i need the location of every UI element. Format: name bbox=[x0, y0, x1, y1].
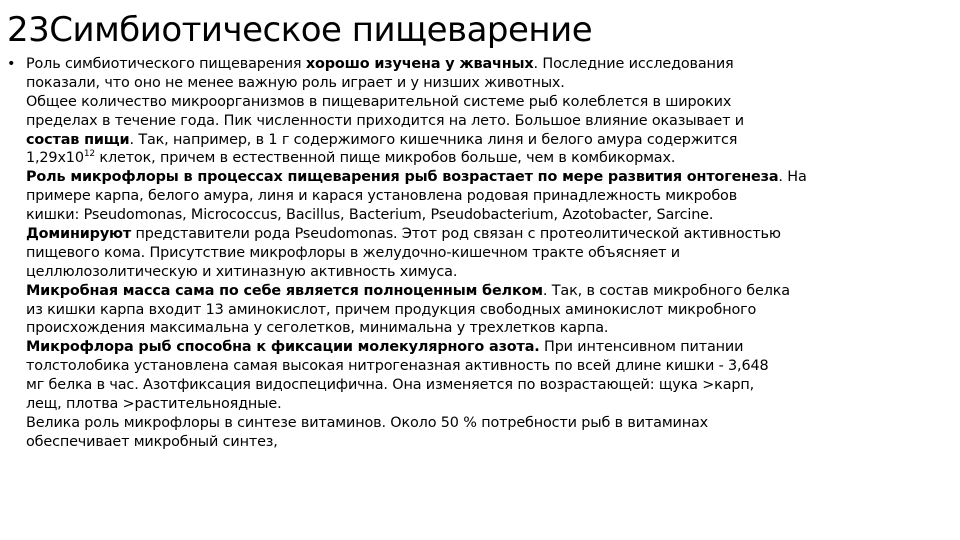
text-run: происхождения максимальна у сеголетков, минимальна у трехлетков карпа. bbox=[26, 320, 609, 337]
text-run: целлюлозолитическую и хитиназную активность химуса. bbox=[26, 263, 458, 280]
text-run: показали, что оно не менее важную роль играет и у низших животных. bbox=[26, 74, 565, 91]
text-line bbox=[7, 395, 952, 414]
text-run: . На bbox=[778, 169, 807, 186]
superscript-exponent: 12 bbox=[83, 149, 95, 160]
text-run: кишки: Pseudomonas, Micrococcus, Bacillus, Bacterium, Pseudobacterium, Azotobacter, Sarcine. bbox=[26, 207, 714, 224]
text-line bbox=[7, 433, 952, 452]
slide-title: 23Симбиотическое пищеварение bbox=[7, 10, 593, 50]
text-line bbox=[7, 282, 952, 301]
text-run: При интенсивном питании bbox=[539, 339, 744, 356]
text-run: клеток, причем в естественной пище микробов больше, чем в комбикормах. bbox=[94, 150, 676, 167]
text-line bbox=[7, 93, 952, 112]
bold-phrase: Микрофлора рыб способна к фиксации молекулярного азота. bbox=[26, 339, 540, 356]
text-run: из кишки карпа входит 13 аминокислот, причем продукция свободных аминокислот микробного bbox=[26, 301, 757, 318]
text-line bbox=[7, 74, 952, 93]
text-line bbox=[7, 187, 952, 206]
text-line bbox=[7, 357, 952, 376]
text-run: лещ, плотва >растительноядные. bbox=[26, 396, 282, 413]
text-line bbox=[7, 131, 952, 150]
text-run: толстолобика установлена самая высокая нитрогеназная активность по всей длине кишки - 3,648 bbox=[26, 358, 769, 375]
text-line bbox=[7, 301, 952, 320]
bold-phrase: Доминируют bbox=[26, 226, 132, 243]
text-line bbox=[7, 263, 952, 282]
text-run: . Так, в состав микробного белка bbox=[542, 282, 790, 299]
text-line bbox=[7, 376, 952, 395]
text-run: пределах в течение года. Пик численности приходится на лето. Большое влияние оказывает и bbox=[26, 112, 744, 129]
text-line bbox=[7, 225, 952, 244]
text-run: представители рода Pseudomonas. Этот род связан с протеолитической активностью bbox=[131, 226, 781, 243]
bold-phrase: Роль микрофлоры в процессах пищеварения рыб возрастает по мере развития онтогенеза bbox=[26, 169, 779, 186]
bold-phrase: хорошо изучена у жвачных bbox=[305, 56, 534, 72]
text-line bbox=[7, 149, 952, 168]
text-line bbox=[7, 55, 952, 74]
bold-phrase: состав пищи bbox=[26, 131, 130, 148]
text-line bbox=[7, 168, 952, 187]
text-line bbox=[7, 112, 952, 131]
text-run: Роль симбиотического пищеварения bbox=[26, 56, 306, 72]
text-run: примере карпа, белого амура, линя и карася установлена родовая принадлежность микробов bbox=[26, 188, 738, 205]
bold-phrase: Микробная масса сама по себе является полноценным белком bbox=[26, 282, 543, 299]
text-run: 1,29х10 bbox=[26, 150, 84, 167]
text-line bbox=[7, 338, 952, 357]
text-line bbox=[7, 206, 952, 225]
text-run: . Последние исследования bbox=[533, 56, 734, 72]
text-line bbox=[7, 319, 952, 338]
text-run: пищевого кома. Присутствие микрофлоры в желудочно-кишечном тракте объясняет и bbox=[26, 244, 681, 261]
text-run: обеспечивает микробный синтез, bbox=[26, 433, 278, 450]
text-run: мг белка в час. Азотфиксация видоспецифична. Она изменяется по возрастающей: щука >карп, bbox=[26, 377, 755, 394]
bullet-marker: • bbox=[7, 56, 16, 72]
text-line bbox=[7, 244, 952, 263]
text-line bbox=[7, 414, 952, 433]
text-run: Общее количество микроорганизмов в пищеварительной системе рыб колеблется в широких bbox=[26, 93, 732, 110]
bullet-text-block bbox=[7, 55, 952, 452]
text-run: . Так, например, в 1 г содержимого кишечника линя и белого амура содержится bbox=[129, 131, 738, 148]
text-run: Велика роль микрофлоры в синтезе витаминов. Около 50 % потребности рыб в витаминах bbox=[26, 414, 709, 431]
